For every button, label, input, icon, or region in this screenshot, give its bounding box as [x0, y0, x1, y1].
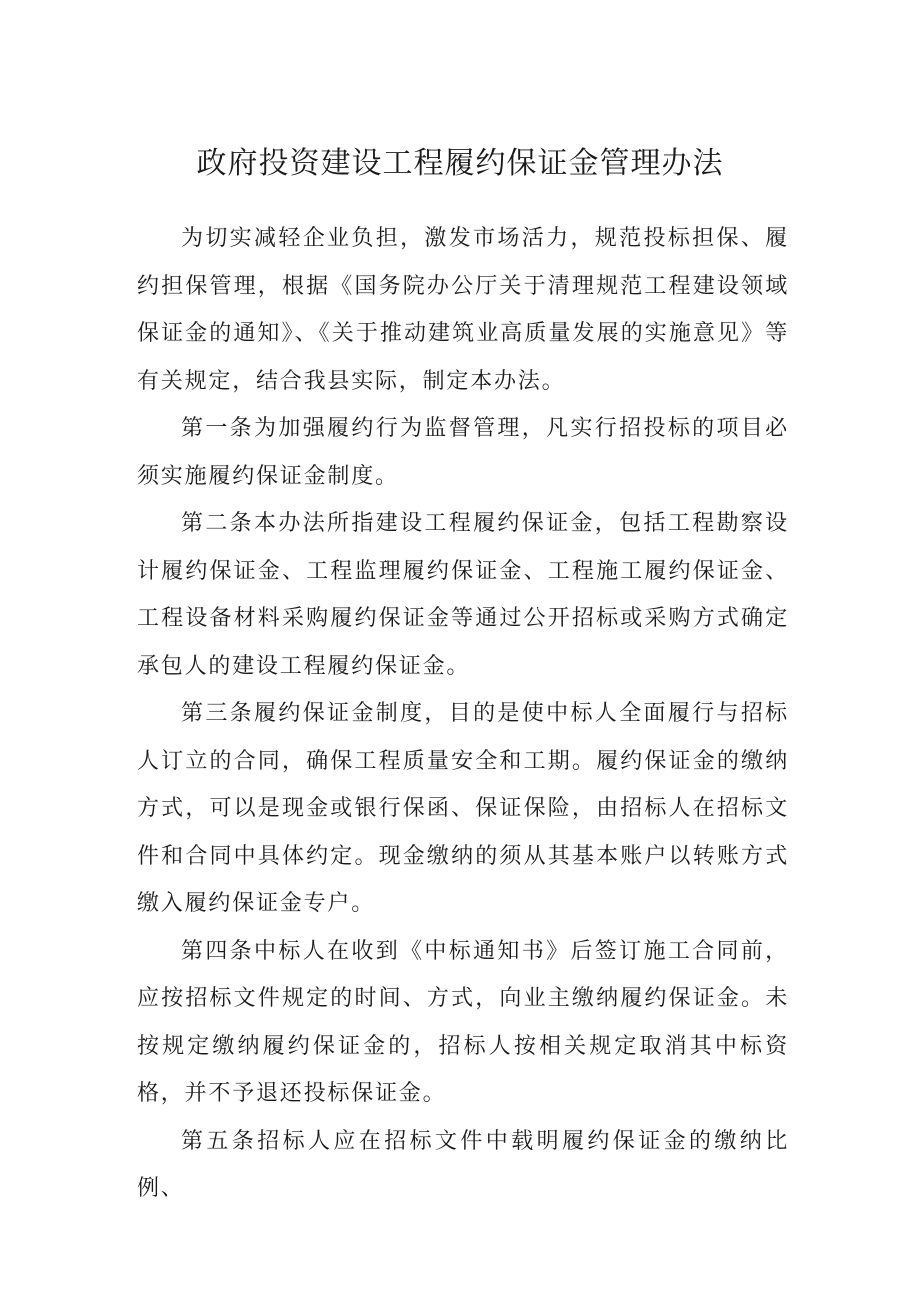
- document-title: 政府投资建设工程履约保证金管理办法: [196, 146, 724, 181]
- paragraph-article-2: 第二条本办法所指建设工程履约保证金，包括工程勘察设计履约保证金、工程监理履约保证金、工程施工履约保证金、工程设备材料采购履约保证金等通过公开招标或采购方式确定承包人的建设工程履约保证金。: [137, 511, 789, 679]
- paragraph-preamble: 为切实减轻企业负担，激发市场活力，规范投标担保、履约担保管理，根据《国务院办公厅关于清理规范工程建设领域保证金的通知》、《关于推动建筑业高质量发展的实施意见》等有关规定，结合我县实际，制定本办法。: [137, 226, 789, 394]
- paragraph-article-5: 第五条招标人应在招标文件中载明履约保证金的缴纳比例、: [137, 1128, 789, 1201]
- paragraph-article-4: 第四条中标人在收到《中标通知书》后签订施工合同前，应按招标文件规定的时间、方式，向业主缴纳履约保证金。未按规定缴纳履约保证金的，招标人按相关规定取消其中标资格，并不予退还投标保证金。: [137, 938, 789, 1106]
- paragraph-article-1: 第一条为加强履约行为监督管理，凡实行招投标的项目必须实施履约保证金制度。: [137, 416, 789, 489]
- paragraph-article-3: 第三条履约保证金制度，目的是使中标人全面履行与招标人订立的合同，确保工程质量安全和工期。履约保证金的缴纳方式，可以是现金或银行保函、保证保险，由招标人在招标文件和合同中具体约定。现金缴纳的须从其基本账户以转账方式缴入履约保证金专户。: [137, 701, 789, 916]
- document-body: [137, 215, 789, 1213]
